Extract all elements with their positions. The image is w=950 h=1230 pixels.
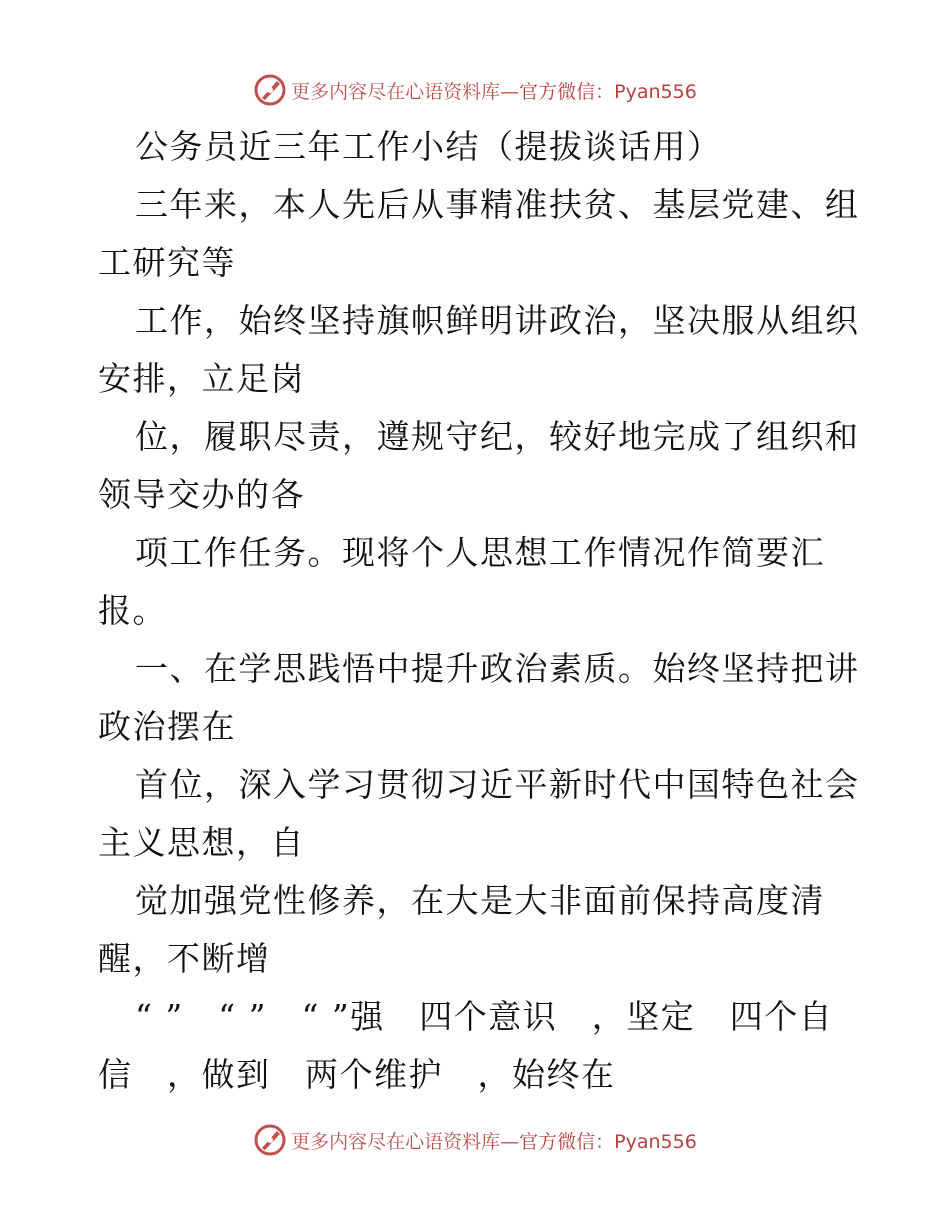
text-line: 安排，立足岗	[98, 359, 305, 398]
banner-text: 更多内容尽在心语资料库—官方微信：Pyan556	[291, 1130, 697, 1153]
text-line: 首位，深入学习贯彻习近平新时代中国特色社会	[135, 765, 860, 804]
pen-logo-icon	[253, 1123, 287, 1157]
watermark-banner-top	[0, 70, 950, 110]
text-line: 信 ，做到 两个维护 ，始终在	[98, 1055, 616, 1094]
text-line: 位，履职尽责，遵规守纪，较好地完成了组织和	[135, 417, 860, 456]
text-line: 主义思想，自	[98, 823, 305, 862]
watermark-banner-bottom	[0, 1120, 950, 1160]
banner-text: 更多内容尽在心语资料库—官方微信：Pyan556	[291, 80, 697, 103]
section-heading-line: 一、在学思践悟中提升政治素质。始终坚持把讲	[135, 649, 860, 688]
document-title: 公务员近三年工作小结（提拔谈话用）	[135, 127, 722, 166]
text-line: 项工作任务。现将个人思想工作情况作简要汇	[135, 533, 825, 572]
pen-logo-icon	[253, 73, 287, 107]
text-line: 觉加强党性修养，在大是大非面前保持高度清	[135, 881, 825, 920]
text-line: 政治摆在	[98, 707, 236, 746]
text-line: “ ” “ ” “ ”强 四个意识 ，坚定 四个自	[135, 997, 834, 1036]
text-line: 报。	[98, 591, 167, 630]
text-line: 工作，始终坚持旗帜鲜明讲政治，坚决服从组织	[135, 301, 860, 340]
document-body	[98, 118, 858, 1104]
text-line: 工研究等	[98, 243, 236, 282]
text-line: 三年来，本人先后从事精准扶贫、基层党建、组	[135, 185, 860, 224]
text-line: 醒，不断增	[98, 939, 271, 978]
text-line: 领导交办的各	[98, 475, 305, 514]
